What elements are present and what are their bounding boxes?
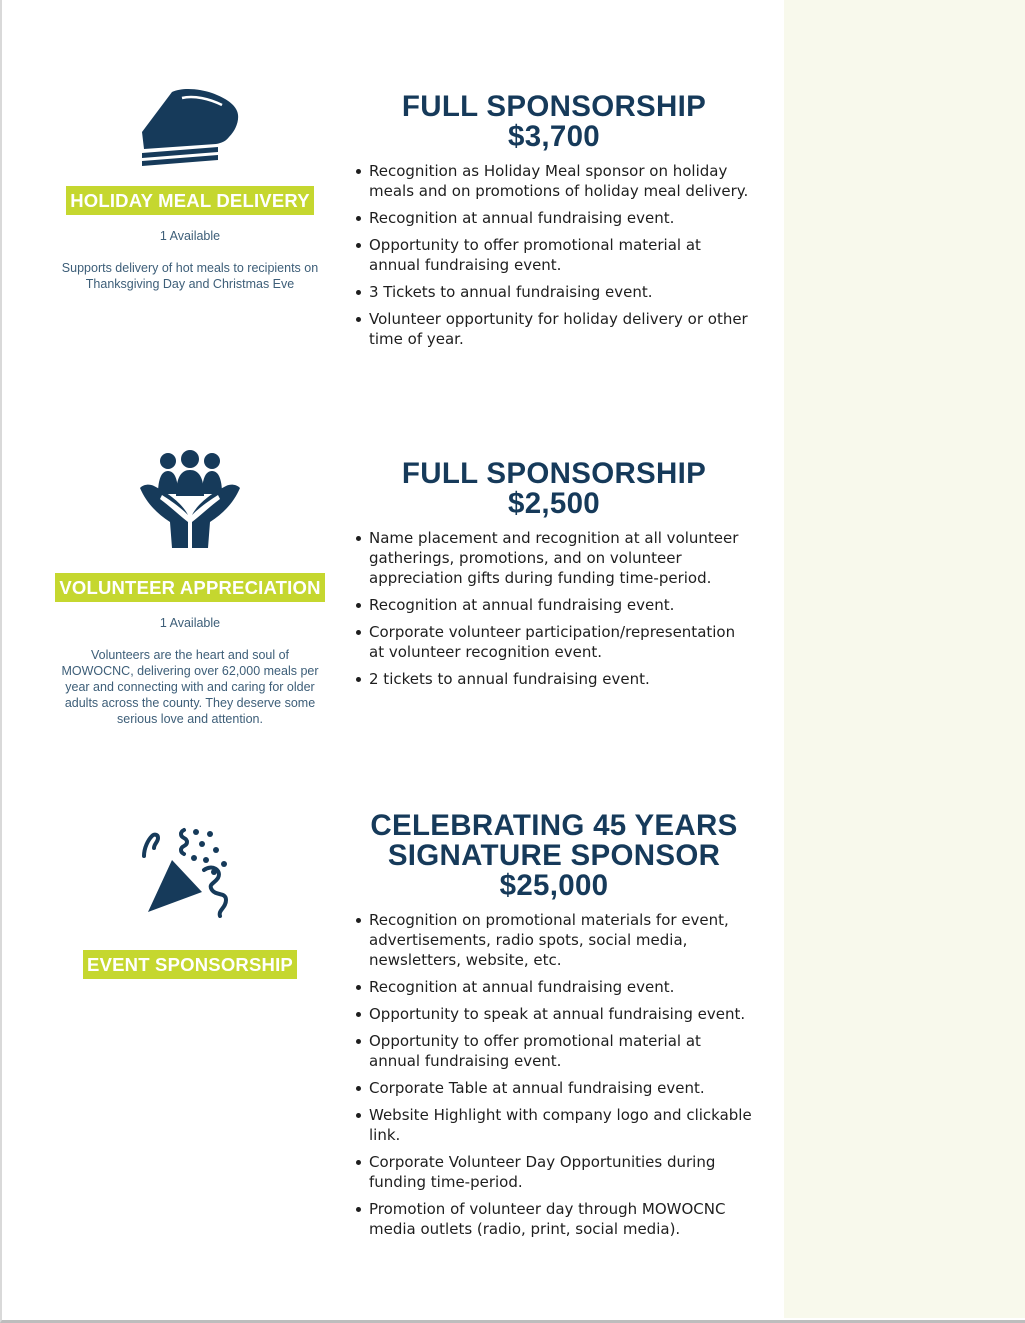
benefits-list (354, 161, 754, 349)
benefit-item: Promotion of volunteer day through MOWOCNC media outlets (radio, print, social media). (354, 1199, 754, 1239)
pie-slice-icon (138, 86, 242, 168)
benefits-list (354, 528, 754, 689)
benefit-item: Recognition at annual fundraising event. (354, 595, 754, 615)
description-text: Supports delivery of hot meals to recipients on Thanksgiving Day and Christmas Eve (61, 261, 319, 291)
sponsorship-heading (354, 459, 754, 519)
party-popper-icon (142, 826, 238, 918)
heading-line: FULL SPONSORSHIP (401, 90, 707, 123)
heading-line: FULL SPONSORSHIP (401, 457, 707, 490)
volunteer-appreciation-details (354, 459, 754, 696)
benefit-item: 2 tickets to annual fundraising event. (354, 669, 754, 689)
benefit-item: Volunteer opportunity for holiday delivery or other time of year. (354, 309, 754, 349)
sponsorship-heading (354, 92, 754, 152)
benefit-item: Website Highlight with company logo and clickable link. (354, 1105, 754, 1145)
heading-line: SIGNATURE SPONSOR (387, 839, 721, 872)
price-line: $2,500 (507, 487, 601, 520)
description-text: Volunteers are the heart and soul of MOWOCNC, delivering over 62,000 meals per year and connecting with and caring for older adults across the county. They deserve some serious love and attention. (61, 648, 319, 726)
price-line: $25,000 (499, 869, 609, 902)
holiday-meal-details (354, 92, 754, 356)
category-tag: VOLUNTEER APPRECIATION (55, 573, 324, 602)
benefits-list (354, 910, 754, 1239)
category-tag: HOLIDAY MEAL DELIVERY (66, 186, 314, 215)
benefit-item: Recognition as Holiday Meal sponsor on holiday meals and on promotions of holiday meal delivery. (354, 161, 754, 201)
availability-text: 1 Available (159, 616, 221, 630)
volunteer-appreciation-summary (52, 450, 328, 727)
benefit-item: Recognition on promotional materials for event, advertisements, radio spots, social media, newsletters, website, etc. (354, 910, 754, 970)
category-tag: EVENT SPONSORSHIP (83, 950, 297, 979)
benefit-item: Recognition at annual fundraising event. (354, 208, 754, 228)
availability-text: 1 Available (159, 229, 221, 243)
benefit-item: 3 Tickets to annual fundraising event. (354, 282, 754, 302)
benefit-item: Opportunity to offer promotional material at annual fundraising event. (354, 1031, 754, 1071)
event-sponsorship-details (354, 811, 754, 1246)
benefit-item: Corporate volunteer participation/representation at volunteer recognition event. (354, 622, 754, 662)
benefit-item: Opportunity to speak at annual fundraising event. (354, 1004, 754, 1024)
sponsorship-heading (354, 811, 754, 901)
benefit-item: Recognition at annual fundraising event. (354, 977, 754, 997)
side-panel (784, 0, 1025, 1318)
hands-holding-people-icon (138, 450, 242, 550)
event-sponsorship-summary (52, 826, 328, 979)
benefit-item: Corporate Volunteer Day Opportunities during funding time-period. (354, 1152, 754, 1192)
benefit-item: Name placement and recognition at all volunteer gatherings, promotions, and on volunteer appreciation gifts during funding time-period. (354, 528, 754, 588)
benefit-item: Opportunity to offer promotional material at annual fundraising event. (354, 235, 754, 275)
benefit-item: Corporate Table at annual fundraising event. (354, 1078, 754, 1098)
price-line: $3,700 (507, 120, 601, 153)
holiday-meal-summary (52, 86, 328, 292)
heading-line: CELEBRATING 45 YEARS (370, 809, 738, 842)
